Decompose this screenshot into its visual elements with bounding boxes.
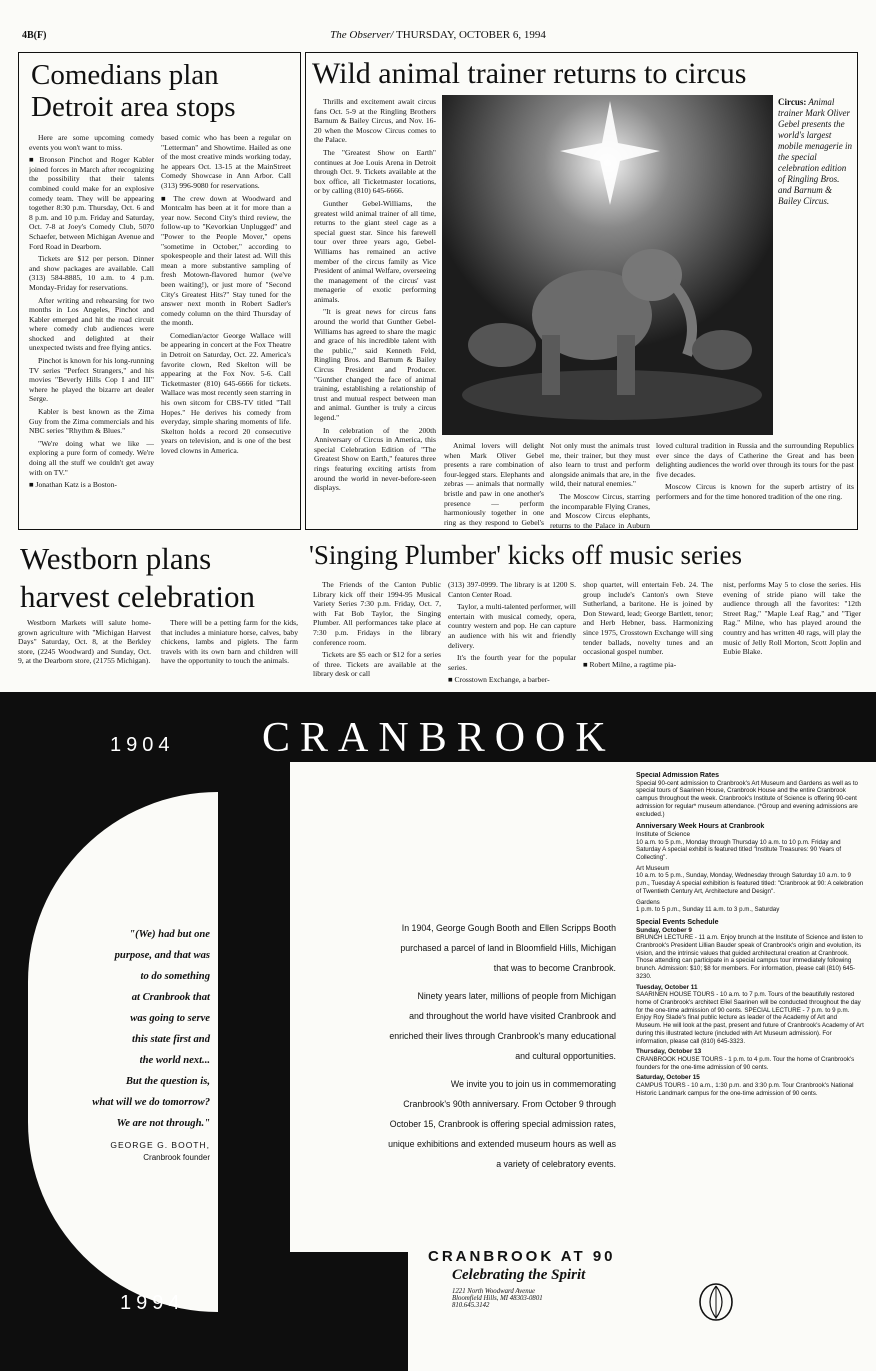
paragraph: Taylor, a multi-talented performer, will entertain with musical comedy, opera, country western and pop. He can capture an audience with his wit and friendly delivery.: [448, 602, 576, 650]
circus-column-1: [314, 97, 436, 527]
circus-photo-caption: [778, 97, 854, 207]
comedians-article: [18, 52, 301, 530]
caption-text: Animal trainer Mark Oliver Gebel presents the world's largest mobile menagerie in the special celebration edition of Ringling Bros. and Barnum & Bailey Circus.: [778, 97, 852, 206]
ad-footer: [428, 1248, 668, 1309]
page-date: [0, 29, 876, 41]
paragraph: Thrills and excitement await circus fans Oct. 5-9 at the Ringling Brothers Barnum & Bailey Circus, and Nov. 16-20 when the Moscow Circus comes to the Palace.: [314, 97, 436, 145]
tuesday-text: SAARINEN HOUSE TOURS - 10 a.m. to 7 p.m. Tours of the beautifully restored home of Cranbrook's architect Eliel Saarinen will be conducted throughout the day for the one-time admission of 90 cents. SPECIAL LECTURE - 7 p.m. to 9 p.m. Enjoy Roy Slade's final public lecture as leader of the Academy of Art and Museum. He will look at the past, present and future of Cranbrook's Academy of Art during this illustrated lecture (included with Art Museum admission). For information, please call (810) 645-3323.: [636, 991, 864, 1045]
paragraph: The Moscow Circus, starring the incomparable Flying Cranes, and Moscow Circus elephants, returns to the Palace in Auburn: [550, 491, 650, 529]
ad-schedule: [636, 772, 864, 1232]
page-header: [0, 0, 876, 44]
circus-headline: Wild animal trainer returns to circus: [312, 57, 747, 90]
caption-label: Circus:: [778, 97, 807, 107]
plumber-article: [305, 536, 863, 686]
science-title: Institute of Science: [636, 830, 690, 838]
paragraph: Pinchot is known for his long-running TV series "Perfect Strangers," and his movies "Beverly Hills Cop I and III" where he played the bizarre art dealer Serge.: [29, 356, 154, 404]
saturday-title: Saturday, October 15: [636, 1074, 700, 1082]
ad-line: that was to become Cranbrook.: [493, 963, 616, 973]
hours-title: Anniversary Week Hours at Cranbrook: [636, 823, 765, 831]
gardens-text: 1 p.m. to 5 p.m., Sunday 11 a.m. to 3 p.m., Saturday: [636, 906, 780, 914]
museum-title: Art Museum: [636, 864, 670, 872]
paragraph: Here are some upcoming comedy events you won't want to miss.: [29, 133, 154, 152]
cranbrook-ad: [0, 692, 876, 1371]
comedians-column-2: [161, 133, 291, 528]
ad-line: In 1904, George Gough Booth and Ellen Scripps Booth: [401, 923, 616, 933]
ad-line: Cranbrook's 90th anniversary. From October 9 through: [403, 1099, 616, 1109]
circus-photo: [442, 95, 773, 435]
quote-author: GEORGE G. BOOTH,: [110, 1140, 210, 1150]
quote-line: what will we do tomorrow?: [92, 1097, 210, 1108]
paragraph: Westborn Markets will salute home-grown agriculture with "Michigan Harvest Days" Saturday, Oct. 8, at the Berkley store, (2245 Woodward) and Sunday, Oct. 9, at the Dearborn store, (21755 Michigan).: [18, 618, 151, 666]
paragraph: nist, performs May 5 to close the series. His evening of stride piano will take the audience through all the favorites: "12th Street Rag," "Maple Leaf Rag," and "Tiger Rag." Milne, who has played around the country and has written 40 rags, will play the music of Jelly Roll Morton, Scott Joplin and Eubie Blake.: [723, 580, 861, 657]
westborn-column-2: [161, 618, 298, 684]
paragraph: Not only must the animals trust me, their trainer, but they must also learn to trust and perform alongside animals that are, in the wild, their natural enemies.": [550, 441, 650, 489]
quote-role: Cranbrook founder: [143, 1153, 210, 1162]
ad-paragraph: [300, 986, 616, 1066]
paragraph: Animal lovers will delight when Mark Oliver Gebel presents a rare combination of four-legged stars. Elephants and zebras — animals that normally bristle and paw in one another's presence — perform harmoniously together in one ring as they respond to Gebel's: [444, 441, 544, 527]
paragraph: Comedian/actor George Wallace will be appearing in concert at the Fox Theatre in Detroit on Saturday, Oct. 22. America's favorite clown, Red Skelton will be appearing at the Fox Nov. 5-6. Call Ticketmaster (810) 645-6666 for tickets. Wallace was most recently seen starring in his own sitcom for CBS-TV titled "Tall Hopes." He derives his comedy from everyday, simple sharing moments of life. Skelton holds a record 20 consecutive years on television, and is one of the best loved clowns in America.: [161, 330, 291, 455]
museum-text: 10 a.m. to 5 p.m., Sunday, Monday, Wednesday through Saturday 10 a.m. to 9 p.m., Tuesday A special exhibition is featured titled: "Cranbrook at 90: A celebration of Twentieth Century Art, Architecture and Design".: [636, 872, 864, 895]
sunday-text: BRUNCH LECTURE - 11 a.m. Enjoy brunch at the Institute of Science and listen to Cranbrook's President Lillian Bauder speak of Cranbrook's origin and evolution, its vision, and the intrinsic values that guided architectural creation at Cranbrook. Those attending can participate in a special campus tour immediately following brunch. Admission: $10; $8 for members. For information, please call (810) 645-3230.: [636, 934, 863, 980]
thursday-title: Thursday, October 13: [636, 1048, 702, 1056]
circus-column-3: [550, 441, 650, 529]
cranbrook-brand: CRANBROOK: [262, 715, 616, 761]
westborn-headline: [20, 540, 255, 616]
paragraph: It's the fourth year for the popular series.: [448, 653, 576, 672]
saturday-text: CAMPUS TOURS - 10 a.m., 1:30 p.m. and 3:30 p.m. Tour Cranbrook's National Historic Landmark campus for the one-time admission of 90 cents.: [636, 1082, 854, 1097]
year-start: 1904: [110, 734, 175, 756]
ad-line: October 15, Cranbrook is offering special admission rates,: [389, 1119, 616, 1129]
paragraph: The Friends of the Canton Public Library kick off their 1994-95 Musical Variety Series 7:30 p.m. Friday, Oct. 7, with Fat Bob Taylor, the Singing Plumber. All performances take place at 7:30 p.m. Fridays in the library conference room.: [313, 580, 441, 647]
science-text: 10 a.m. to 5 p.m., Monday through Thursday 10 a.m. to 10 p.m. Friday and Saturday A special exhibit is featured titled "Institute Treasures: 90 Years of Collecting".: [636, 838, 842, 862]
footer-address-1: 1221 North Woodward Avenue: [452, 1288, 536, 1295]
paragraph: shop quartet, will entertain Feb. 24. The group include's Canton's own Steve Sutherland, a baritone. He is joined by Don Steward, lead; George Bartlett, tenor; and Herb Hebner, bass. Harmonizing since 1975, Crosstown Exchange will sing tender ballads, novelty tunes and an occasional gospel number.: [583, 580, 713, 657]
ad-line: a variety of celebratory events.: [496, 1159, 616, 1169]
quote-line: was going to serve: [130, 1013, 210, 1024]
footer-brand: CRANBROOK AT 90: [428, 1248, 616, 1265]
rates-text: Special 90-cent admission to Cranbrook's Art Museum and Gardens as well as to special tours of Saarinen House, Cranbrook House and the entire Cranbrook campus throughout the week. Cranbrook's Institute of Science is offering 90-cent admission for regular* museum attendance. (*Group and evening admissions are excluded.): [636, 779, 858, 818]
ad-paragraph: [300, 1074, 616, 1174]
ad-line: We invite you to join us in commemorating: [450, 1079, 616, 1089]
comedians-headline: [31, 59, 236, 123]
comedians-column-1: [29, 133, 154, 528]
cranbrook-logo-icon: [696, 1280, 736, 1324]
paragraph: ■ The crew down at Woodward and Montcalm has been at it for more than a year now. Second City's third review, the follow-up to "Kevorkian Unplugged" and "Power to the People Mover," opens "sometime in October," according to spokespeople and their latest ad. Will this mean a more substantive sampling of fresh Motown-flavored humor (we've been waiting!), or just more of "Second City's Greatest Hits?" Stay tuned for the answer next month in Robert Sadler's comedy column on the third Thursday of the month.: [161, 193, 291, 328]
paragraph: Gunther Gebel-Williams, the greatest wild animal trainer of all time, returns to the giant steel cage as a special guest star. Since his farewell tour over three years ago, Gebel-Williams has remained an active member of the circus family as Vice President of animal Welfare, overseeing the management of the circus' vast menagerie of exotic performing animals.: [314, 198, 436, 304]
ad-line: Ninety years later, millions of people from Michigan: [417, 991, 616, 1001]
paragraph: ■ Robert Milne, a ragtime pia-: [583, 659, 677, 669]
quote-line: this state first and: [132, 1034, 210, 1045]
gardens-title: Gardens: [636, 898, 660, 906]
paragraph: "It is great news for circus fans around the world that Gunther Gebel-Williams has agreed to share the magic and grace of his incredible talent with the public," said Kenneth Feld, Ringling Bros. and Barnum & Bailey Circus President and Producer. "Gunther changed the face of animal training, establishing a relationship of trust and mutual respect between man and animal. Gunther is truly a circus legend.": [314, 307, 436, 422]
paragraph: The "Greatest Show on Earth" continues at Joe Louis Arena in Detroit through Oct. 9. Tickets available at the box office, all Ticketmaster locations, or by calling (810) 645-6666.: [314, 147, 436, 196]
paragraph: Tickets are $12 per person. Dinner and show packages are available. Call (313) 584-8885, 10 a.m. to 4 p.m. Monday-Friday for reservations.: [29, 254, 154, 292]
quote-line: to do something: [140, 971, 210, 982]
paragraph: "We're doing what we like — exploring a pure form of comedy. We're doing all the stuff we couldn't get away with on TV.": [29, 438, 154, 477]
headline-line: Westborn plans: [20, 541, 212, 576]
footer-tagline: Celebrating the Spirit: [452, 1267, 586, 1283]
paragraph: Moscow Circus is known for the superb artistry of its performers and for the time honored tradition of the one ring.: [656, 482, 854, 501]
quote-line: We are not through.": [116, 1118, 210, 1129]
date-line: THURSDAY, OCTOBER 6, 1994: [393, 29, 546, 41]
ad-line: unique exhibitions and extended museum hours as well as: [388, 1139, 616, 1149]
tuesday-title: Tuesday, October 11: [636, 983, 698, 991]
elephant-performance-image: [442, 95, 773, 435]
paper-name: The Observer/: [330, 29, 394, 41]
ad-line: and cultural opportunities.: [515, 1051, 616, 1061]
paragraph: ■ Bronson Pinchot and Roger Kabler joined forces in March after recognizing the possibility that their talents combined could make for an explosive comedy team. They will be appearing together 8:30 p.m. Thursday, Oct. 6 and 8 p.m. and 10 p.m. Friday and Saturday, Oct. 7-8 at Joey's Comedy Club, 5070 Schaefer, between Michigan Avenue and Ford Road in Dearborn.: [29, 155, 154, 251]
ad-line: enriched their lives through Cranbrook's many educational: [389, 1031, 616, 1041]
paragraph: ■ Jonathan Katz is a Boston-: [29, 480, 117, 490]
quote-line: at Cranbrook that: [131, 992, 210, 1003]
quote-line: purpose, and that was: [114, 950, 210, 961]
ad-body: [300, 918, 616, 1174]
paragraph: After writing and rehearsing for two months in Los Angeles, Pinchot and Kabler emerged and hit the road circuit where comedy club audiences were shocked and delighted at their unexpected twists and free flying antics.: [29, 295, 154, 353]
events-title: Special Events Schedule: [636, 918, 719, 926]
rates-title: Special Admission Rates: [636, 772, 719, 779]
ad-line: and throughout the world have visited Cranbrook and: [409, 1011, 616, 1021]
paragraph: (313) 397-0999. The library is at 1200 S. Canton Center Road.: [448, 580, 576, 599]
sunday-title: Sunday, October 9: [636, 926, 692, 934]
paragraph: loved cultural tradition in Russia and the surrounding Republics ever since the days of Catherine the Great and has been delighting audiences the world over through its tours for the past five decades.: [656, 441, 854, 479]
page-number: 4B(F): [22, 30, 47, 41]
ad-line: purchased a parcel of land in Bloomfield Hills, Michigan: [400, 943, 616, 953]
footer-phone: 810.645.3142: [452, 1302, 490, 1309]
founder-quote: [30, 924, 210, 1163]
headline-line: harvest celebration: [20, 579, 255, 614]
quote-line: "(We) had but one: [129, 929, 210, 940]
westborn-article: [18, 536, 301, 686]
paragraph: In celebration of the 200th Anniversary of Circus in America, this special Celebration Edition of "The Greatest Show on Earth," features three rings featuring exciting artists from around the world in never-before-seen displays.: [314, 425, 436, 493]
headline-line: Detroit area stops: [31, 91, 236, 123]
paragraph: based comic who has been a regular on "Letterman" and Showtime. Hailed as one of the most creative minds working today, he appears Oct. 13-15 at the MainStreet Comedy Showcase in Ann Arbor. Call (313) 996-9080 for reservations.: [161, 133, 291, 190]
ad-paragraph: [300, 918, 616, 978]
circus-article: [305, 52, 858, 530]
paragraph: Tickets are $5 each or $12 for a series of three. Tickets are available at the library desk or call: [313, 650, 441, 679]
paragraph: Kabler is best known as the Zima Guy from the Zima commercials and his NBC series "Rhythm & Blues.": [29, 407, 154, 436]
westborn-column-1: [18, 618, 151, 684]
plumber-headline: 'Singing Plumber' kicks off music series: [309, 540, 742, 570]
year-end: 1994: [120, 1292, 185, 1314]
plumber-column-1: [313, 580, 441, 684]
headline-line: Comedians plan: [31, 59, 219, 91]
plumber-column-3: [583, 580, 713, 684]
circus-column-2: [444, 441, 544, 529]
paragraph: ■ Crosstown Exchange, a barber-: [448, 675, 550, 684]
plumber-column-2: [448, 580, 576, 684]
paragraph: There will be a petting farm for the kids, that includes a miniature horse, calves, baby chickens, lambs and piglets. The farm travels with its own barn and children will have the opportunity to touch the animals.: [161, 618, 298, 666]
quote-line: But the question is,: [125, 1076, 210, 1087]
quote-line: the world next...: [139, 1055, 210, 1066]
circus-column-4: [656, 441, 854, 529]
plumber-column-4: [723, 580, 861, 684]
thursday-text: CRANBROOK HOUSE TOURS - 1 p.m. to 4 p.m. Tour the home of Cranbrook's founders for the one-time admission of 90 cents.: [636, 1055, 855, 1071]
footer-address-2: Bloomfield Hills, MI 48303-0801: [452, 1295, 543, 1302]
